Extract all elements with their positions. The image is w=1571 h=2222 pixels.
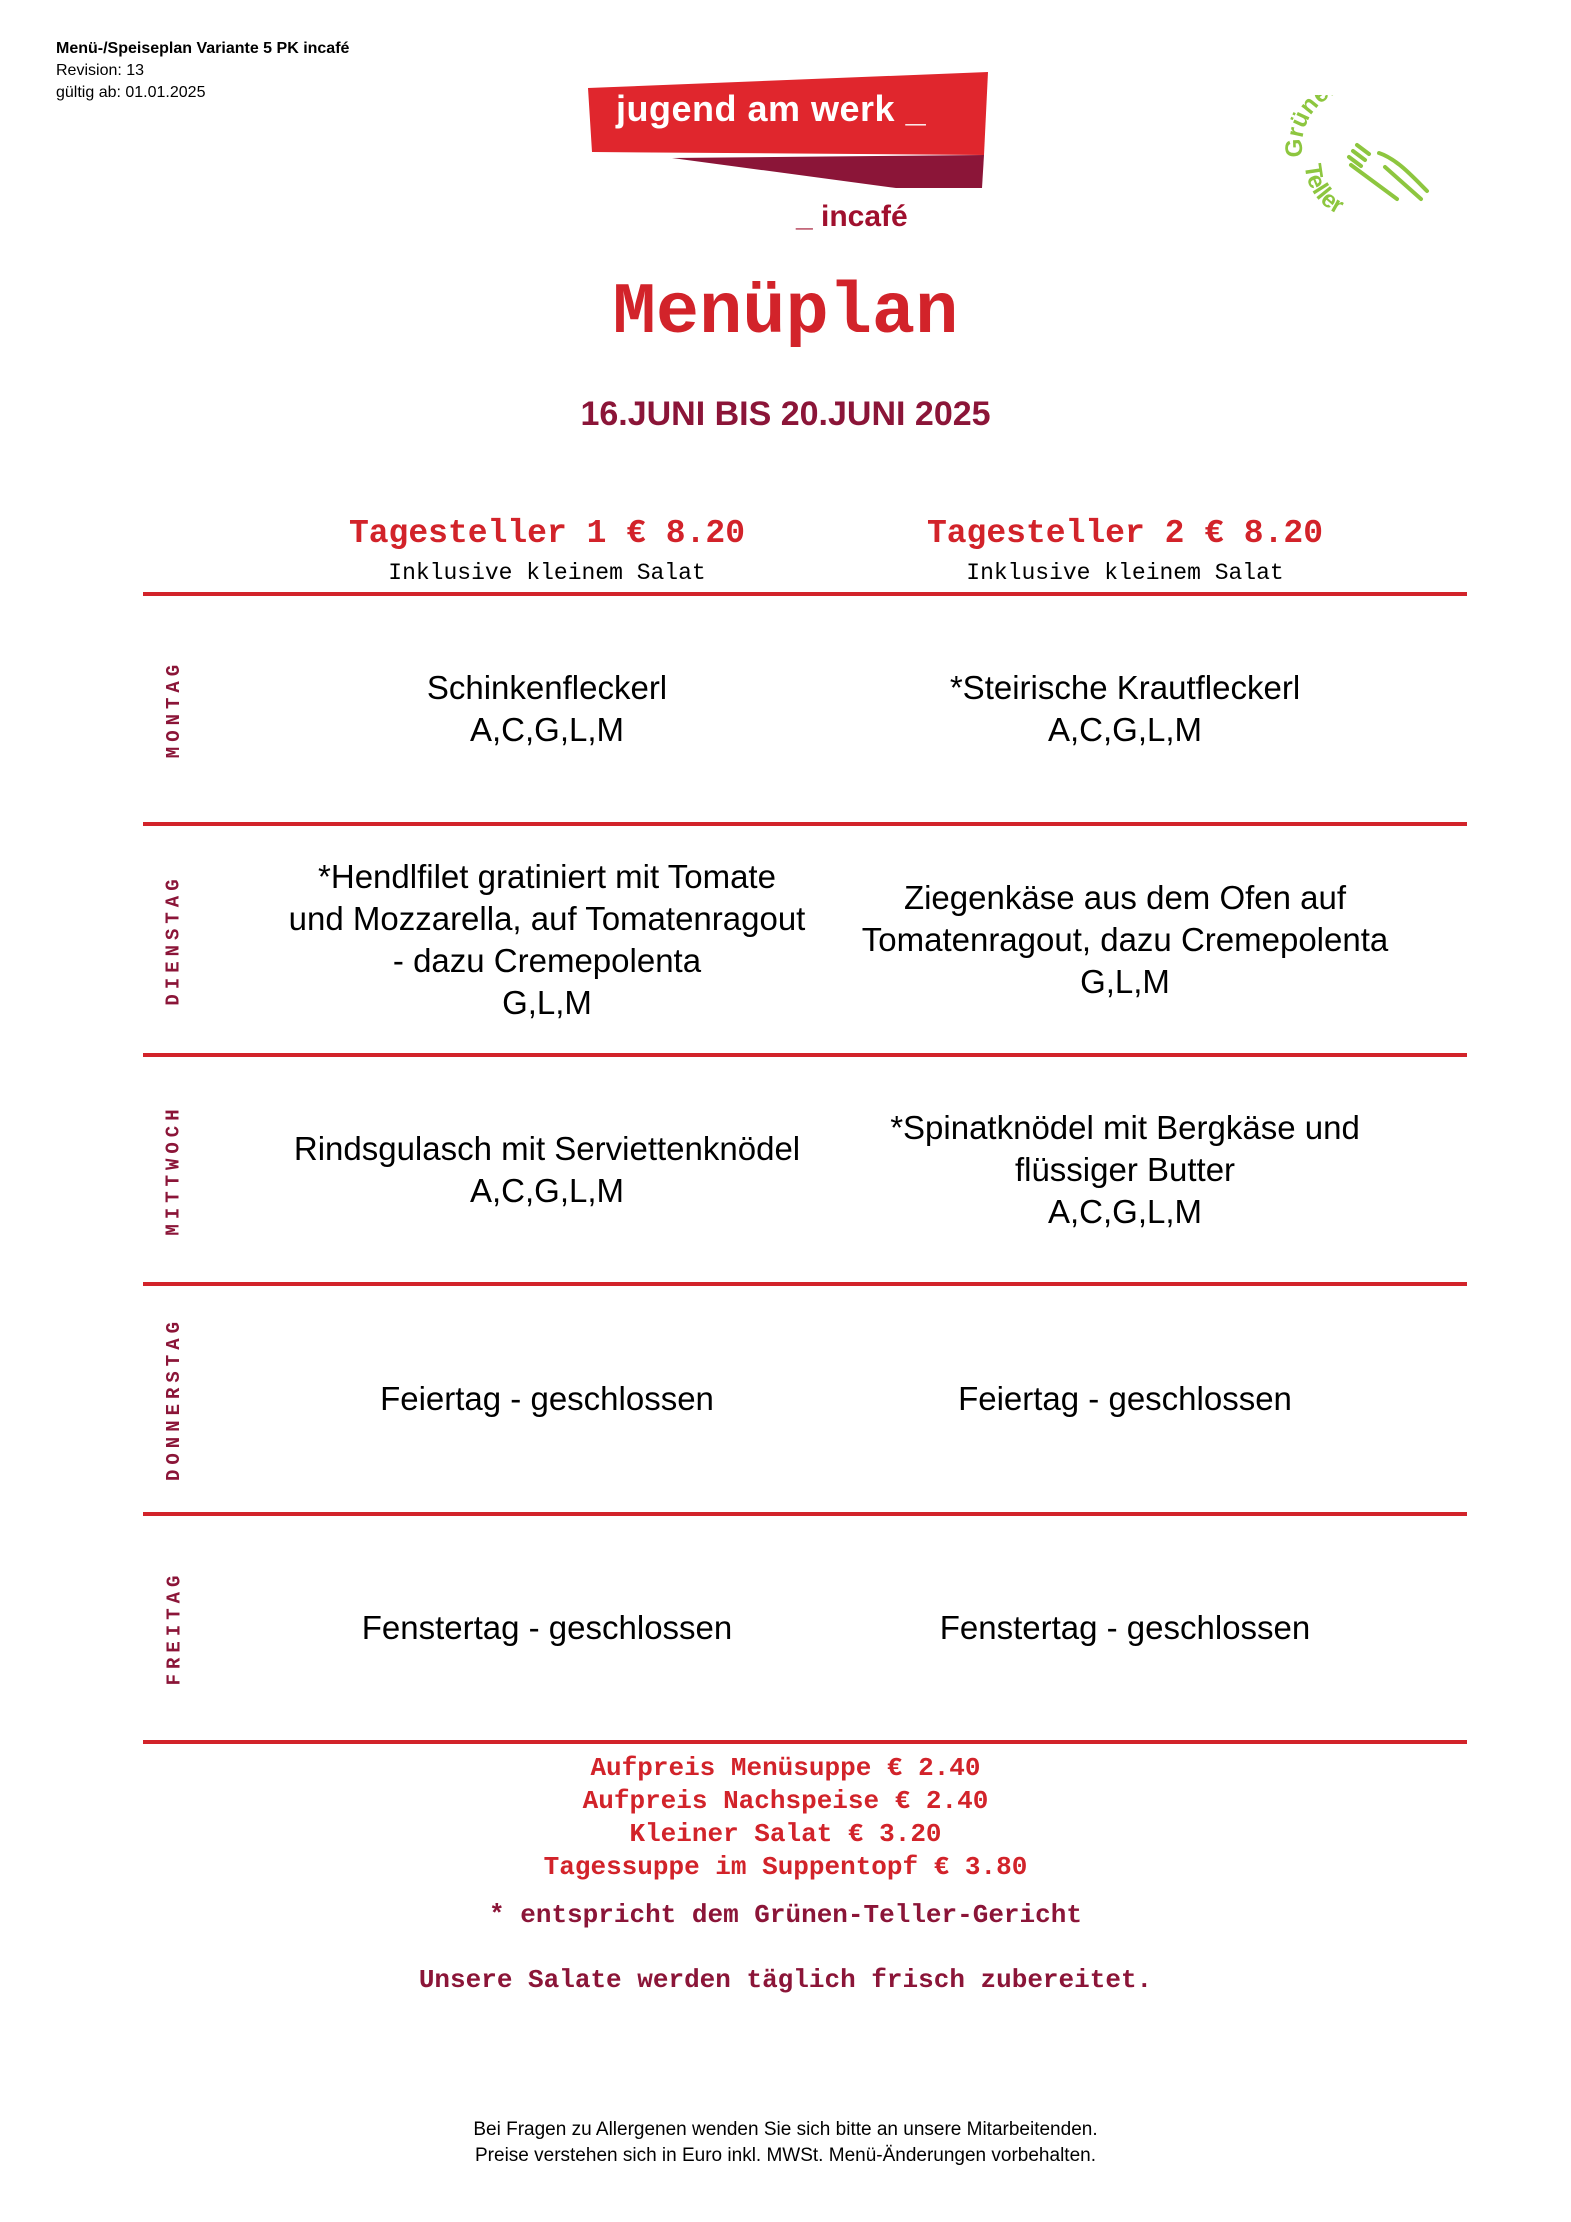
salad-note: Unsere Salate werden täglich frisch zubereitet.: [418, 1965, 1153, 1995]
logo-incafe-text: _ incafé: [796, 200, 908, 233]
badge-line2: Teller: [1298, 161, 1349, 220]
badge-line1: ün: [1285, 95, 1325, 132]
revision-label: Revision: 13: [56, 62, 145, 79]
extra-item: Kleiner Salat € 3.20: [629, 1819, 942, 1849]
day-name: MITTWOCH: [163, 1103, 185, 1236]
dish-line: Fenstertag - geschlossen: [939, 1609, 1311, 1646]
allergens: A,C,G,L,M: [1047, 1192, 1203, 1230]
gruener-teller-badge: [1285, 95, 1445, 235]
column-2-subtitle: Inklusive kleinem Salat: [966, 560, 1284, 586]
allergens: G,L,M: [1080, 962, 1170, 1000]
column-2-title: Tagesteller 2 € 8.20: [926, 515, 1324, 552]
footer-line: Bei Fragen zu Allergenen wenden Sie sich bitte an unsere Mitarbeitenden.: [473, 2119, 1098, 2140]
column-1-subtitle: Inklusive kleinem Salat: [388, 560, 706, 586]
page-title: Menüplan: [612, 272, 959, 354]
extra-item: Aufpreis Menüsuppe € 2.40: [590, 1753, 981, 1783]
allergens: A,C,G,L,M: [469, 1171, 625, 1209]
menu-cell-montag-2: [845, 596, 1405, 822]
date-range: 16.JUNI BIS 20.JUNI 2025: [580, 395, 991, 433]
document-meta: [56, 38, 349, 104]
dish-line: Fenstertag - geschlossen: [361, 1609, 733, 1646]
menu-cell-freitag-1: [267, 1516, 827, 1740]
dish-line: *Hendlfilet gratiniert mit Tomate: [318, 857, 776, 895]
column-heading-2: [865, 515, 1385, 586]
day-name: MONTAG: [163, 659, 186, 759]
dish-line: *Spinatknödel mit Bergkäse und: [890, 1108, 1360, 1146]
jugend-am-werk-logo: [586, 70, 996, 245]
day-label-montag: [150, 596, 198, 822]
column-1-title: Tagesteller 1 € 8.20: [348, 515, 746, 552]
footer: [0, 2117, 1571, 2169]
dish-line: Schinkenfleckerl: [426, 669, 668, 706]
logo-brand-text: jugend am werk _: [616, 88, 927, 129]
dish-line: Ziegenkäse aus dem Ofen auf: [903, 878, 1347, 916]
dish-line: Rindsgulasch mit Serviettenknödel: [293, 1129, 801, 1167]
svg-text:Grüner: [1285, 95, 1341, 158]
fork-knife-icon: [1285, 95, 1445, 235]
column-heading-1: [287, 515, 807, 586]
menu-cell-dienstag-2: [845, 826, 1405, 1053]
menu-cell-mittwoch-1: [267, 1057, 827, 1282]
green-plate-note: * entspricht dem Grünen-Teller-Gericht: [489, 1900, 1082, 1930]
dish-line: flüssiger Butter: [1014, 1150, 1236, 1188]
dish-line: Feiertag - geschlossen: [958, 1380, 1292, 1417]
dish-line: *Steirische Krautfleckerl: [949, 669, 1301, 706]
day-name: DONNERSTAG: [163, 1316, 185, 1482]
dish-line: Feiertag - geschlossen: [380, 1380, 714, 1417]
allergens: A,C,G,L,M: [1047, 711, 1203, 748]
allergens: A,C,G,L,M: [469, 711, 625, 748]
day-label-mittwoch: [150, 1057, 198, 1282]
menu-cell-montag-1: [267, 596, 827, 822]
day-label-dienstag: [150, 826, 198, 1053]
price-extras: [0, 1752, 1571, 1884]
menu-cell-dienstag-1: [267, 826, 827, 1053]
dish-line: Tomatenragout, dazu Cremepolenta: [861, 920, 1389, 958]
valid-from-label: gültig ab: 01.01.2025: [56, 84, 206, 101]
menu-cell-mittwoch-2: [845, 1057, 1405, 1282]
allergens: G,L,M: [502, 983, 592, 1021]
menu-cell-donnerstag-2: [845, 1286, 1405, 1512]
day-label-freitag: [150, 1516, 198, 1740]
footer-line: Preise verstehen sich in Euro inkl. MWSt. Menü-Änderungen vorbehalten.: [475, 2145, 1096, 2166]
svg-text:Teller: [1299, 162, 1348, 220]
divider: [143, 1740, 1467, 1744]
day-name: DIENSTAG: [163, 873, 185, 1006]
dish-line: und Mozzarella, auf Tomatenragout: [288, 899, 806, 937]
day-name: FREITAG: [163, 1570, 186, 1686]
dish-line: - dazu Cremepolenta: [392, 941, 702, 979]
day-label-donnerstag: [150, 1286, 198, 1512]
menu-cell-freitag-2: [845, 1516, 1405, 1740]
extra-item: Aufpreis Nachspeise € 2.40: [582, 1786, 989, 1816]
document-title: Menü-/Speiseplan Variante 5 PK incafé: [56, 40, 350, 57]
menu-cell-donnerstag-1: [267, 1286, 827, 1512]
extra-item: Tagessuppe im Suppentopf € 3.80: [543, 1852, 1028, 1882]
